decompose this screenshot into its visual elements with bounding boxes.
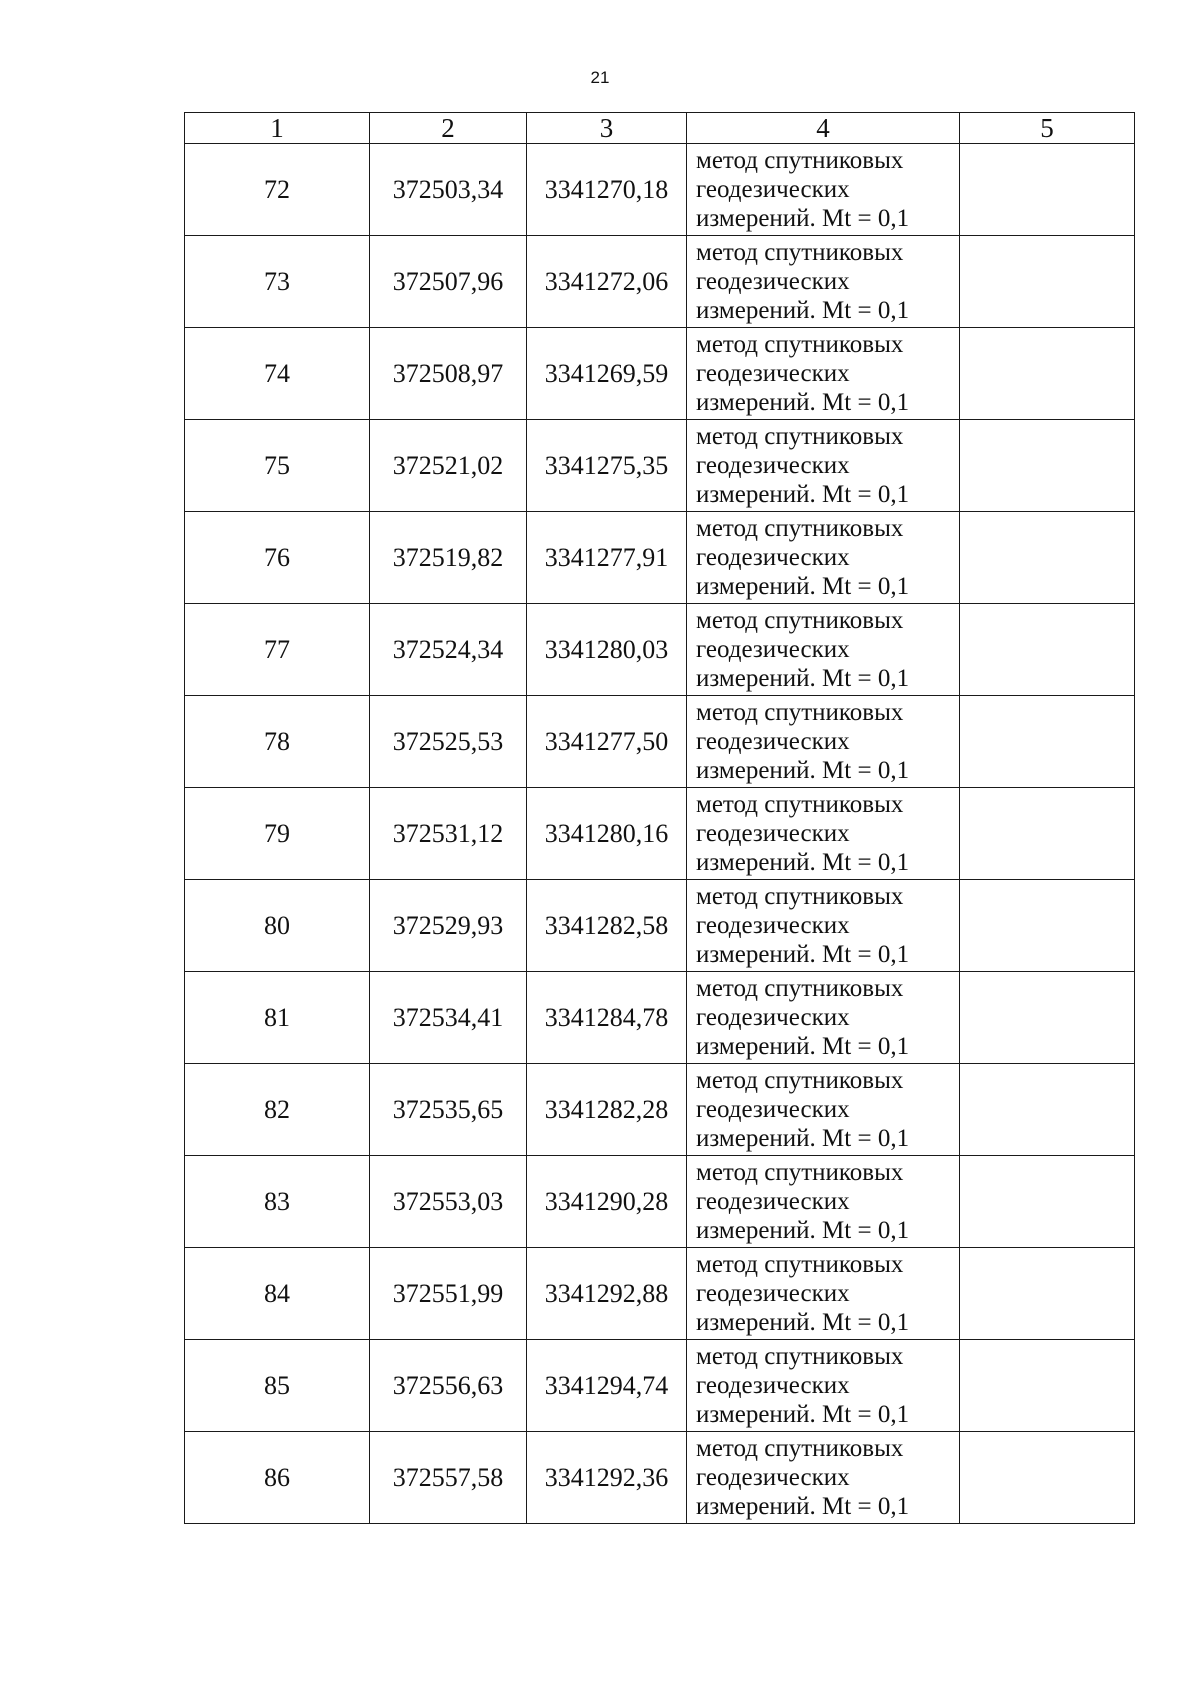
x-coordinate-cell: 372553,03 [370,1156,527,1248]
method-line-3: измерений. Mt = 0,1 [696,573,910,600]
method-cell [687,420,960,512]
note-cell [960,696,1135,788]
table-row [185,512,1135,604]
table-row [185,972,1135,1064]
table-row [185,1432,1135,1524]
note-cell [960,1156,1135,1248]
method-line-2: геодезических [696,1372,850,1399]
method-line-2: геодезических [696,1188,850,1215]
x-coordinate-cell: 372524,34 [370,604,527,696]
point-number-cell: 75 [185,420,370,512]
table-row [185,144,1135,236]
y-coordinate-cell: 3341292,36 [527,1432,687,1524]
x-coordinate-cell: 372503,34 [370,144,527,236]
point-number-cell: 73 [185,236,370,328]
method-line-1: метод спутниковых [696,423,904,450]
method-cell [687,788,960,880]
x-coordinate-cell: 372508,97 [370,328,527,420]
page-number: 21 [590,68,610,87]
y-coordinate-cell: 3341280,16 [527,788,687,880]
method-line-3: измерений. Mt = 0,1 [696,757,910,784]
note-cell [960,1248,1135,1340]
note-cell [960,1432,1135,1524]
method-line-3: измерений. Mt = 0,1 [696,205,910,232]
method-line-2: геодезических [696,360,850,387]
table-row [185,604,1135,696]
method-line-3: измерений. Mt = 0,1 [696,941,910,968]
method-cell [687,1248,960,1340]
y-coordinate-cell: 3341270,18 [527,144,687,236]
column-header-1: 1 [185,113,370,144]
note-cell [960,236,1135,328]
point-number-cell: 79 [185,788,370,880]
y-coordinate-cell: 3341280,03 [527,604,687,696]
note-cell [960,788,1135,880]
method-line-1: метод спутниковых [696,975,904,1002]
column-header-3: 3 [527,113,687,144]
method-line-3: измерений. Mt = 0,1 [696,1217,910,1244]
method-line-3: измерений. Mt = 0,1 [696,1493,910,1520]
point-number-cell: 86 [185,1432,370,1524]
method-line-2: геодезических [696,728,850,755]
method-cell [687,1064,960,1156]
method-line-1: метод спутниковых [696,1067,904,1094]
table-row [185,1340,1135,1432]
method-line-1: метод спутниковых [696,883,904,910]
column-header-2: 2 [370,113,527,144]
table-row [185,1156,1135,1248]
x-coordinate-cell: 372507,96 [370,236,527,328]
y-coordinate-cell: 3341292,88 [527,1248,687,1340]
table-row [185,696,1135,788]
method-line-2: геодезических [696,820,850,847]
y-coordinate-cell: 3341282,58 [527,880,687,972]
point-number-cell: 74 [185,328,370,420]
method-cell [687,880,960,972]
method-line-1: метод спутниковых [696,607,904,634]
method-line-1: метод спутниковых [696,331,904,358]
method-line-1: метод спутниковых [696,1435,904,1462]
note-cell [960,972,1135,1064]
note-cell [960,1340,1135,1432]
note-cell [960,604,1135,696]
x-coordinate-cell: 372525,53 [370,696,527,788]
method-line-3: измерений. Mt = 0,1 [696,1309,910,1336]
column-header-5: 5 [960,113,1135,144]
y-coordinate-cell: 3341290,28 [527,1156,687,1248]
point-number-cell: 82 [185,1064,370,1156]
x-coordinate-cell: 372521,02 [370,420,527,512]
method-line-3: измерений. Mt = 0,1 [696,1033,910,1060]
table-row [185,1064,1135,1156]
x-coordinate-cell: 372531,12 [370,788,527,880]
y-coordinate-cell: 3341272,06 [527,236,687,328]
column-header-4: 4 [687,113,960,144]
note-cell [960,144,1135,236]
coordinates-table [184,112,1135,1524]
point-number-cell: 81 [185,972,370,1064]
x-coordinate-cell: 372535,65 [370,1064,527,1156]
point-number-cell: 84 [185,1248,370,1340]
note-cell [960,880,1135,972]
method-line-2: геодезических [696,452,850,479]
method-line-3: измерений. Mt = 0,1 [696,665,910,692]
method-line-3: измерений. Mt = 0,1 [696,297,910,324]
method-cell [687,972,960,1064]
method-line-3: измерений. Mt = 0,1 [696,1125,910,1152]
x-coordinate-cell: 372556,63 [370,1340,527,1432]
method-line-3: измерений. Mt = 0,1 [696,849,910,876]
point-number-cell: 83 [185,1156,370,1248]
y-coordinate-cell: 3341277,91 [527,512,687,604]
method-line-2: геодезических [696,1464,850,1491]
method-line-2: геодезических [696,912,850,939]
method-cell [687,512,960,604]
y-coordinate-cell: 3341282,28 [527,1064,687,1156]
method-line-2: геодезических [696,1096,850,1123]
note-cell [960,1064,1135,1156]
method-cell [687,1340,960,1432]
method-line-2: геодезических [696,1004,850,1031]
method-line-1: метод спутниковых [696,699,904,726]
method-cell [687,144,960,236]
x-coordinate-cell: 372529,93 [370,880,527,972]
point-number-cell: 77 [185,604,370,696]
point-number-cell: 85 [185,1340,370,1432]
method-line-1: метод спутниковых [696,791,904,818]
method-cell [687,696,960,788]
point-number-cell: 76 [185,512,370,604]
table-row [185,1248,1135,1340]
method-line-1: метод спутниковых [696,239,904,266]
note-cell [960,420,1135,512]
table-row [185,328,1135,420]
y-coordinate-cell: 3341284,78 [527,972,687,1064]
method-line-1: метод спутниковых [696,515,904,542]
point-number-cell: 72 [185,144,370,236]
note-cell [960,512,1135,604]
table-row [185,236,1135,328]
note-cell [960,328,1135,420]
method-cell [687,1156,960,1248]
method-line-2: геодезических [696,268,850,295]
method-line-3: измерений. Mt = 0,1 [696,389,910,416]
method-line-1: метод спутниковых [696,147,904,174]
x-coordinate-cell: 372519,82 [370,512,527,604]
method-line-2: геодезических [696,544,850,571]
method-line-2: геодезических [696,176,850,203]
x-coordinate-cell: 372557,58 [370,1432,527,1524]
y-coordinate-cell: 3341269,59 [527,328,687,420]
method-line-3: измерений. Mt = 0,1 [696,481,910,508]
table-header [185,113,1135,144]
x-coordinate-cell: 372551,99 [370,1248,527,1340]
method-line-1: метод спутниковых [696,1159,904,1186]
y-coordinate-cell: 3341294,74 [527,1340,687,1432]
method-line-3: измерений. Mt = 0,1 [696,1401,910,1428]
y-coordinate-cell: 3341277,50 [527,696,687,788]
table-row [185,420,1135,512]
method-line-2: геодезических [696,1280,850,1307]
method-cell [687,1432,960,1524]
header-row [185,113,1135,144]
table-row [185,880,1135,972]
method-cell [687,236,960,328]
method-line-2: геодезических [696,636,850,663]
method-cell [687,328,960,420]
point-number-cell: 78 [185,696,370,788]
method-cell [687,604,960,696]
table-body [185,144,1135,1524]
table-row [185,788,1135,880]
method-line-1: метод спутниковых [696,1251,904,1278]
x-coordinate-cell: 372534,41 [370,972,527,1064]
method-line-1: метод спутниковых [696,1343,904,1370]
y-coordinate-cell: 3341275,35 [527,420,687,512]
point-number-cell: 80 [185,880,370,972]
